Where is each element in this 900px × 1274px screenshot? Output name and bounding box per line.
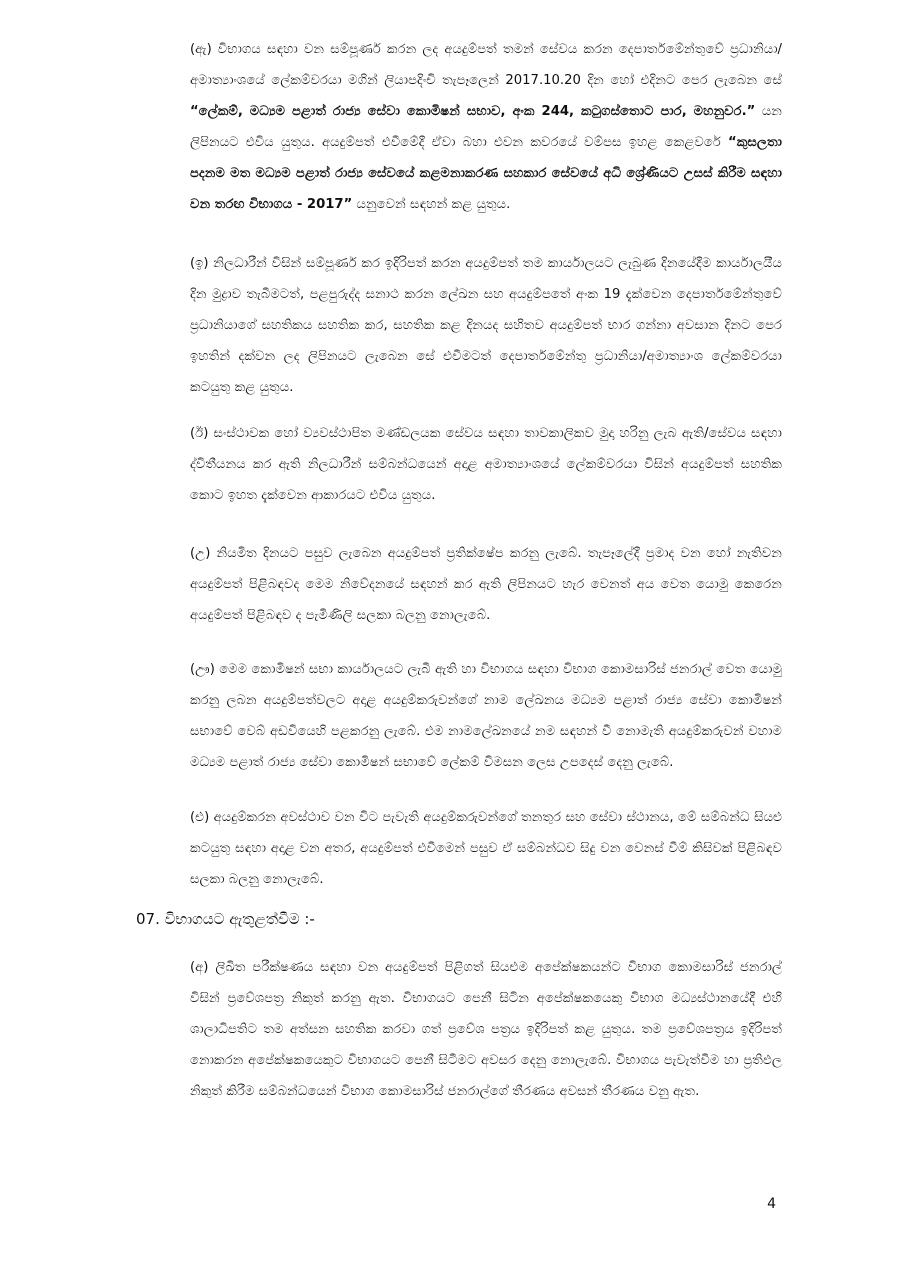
page-number: 4	[767, 1196, 776, 1212]
paragraph-text: මෙම කොමිෂන් සභා කාර්යාලයට ලැබී ඇති හා විභාගය සඳහා විභාග කොමසාරිස් ජනරාල් වෙත යොමු කරනු ලබන අයදුම්පත්වලට අදාළ අයදුම්කරුවන්ගේ නාම ලේඛනය මධ්‍යම පළාත් රාජ්‍ය සේවා කොමිෂන් සභාවේ වෙබ් අඩවියෙහි පළකරනු ලැබේ. එම නාමලේඛනයේ නම සඳහන් වී නොමැති අයදුම්කරුවන් වහාම මධ්‍යම පළාත් රාජ්‍ය සේවා කොමිෂන් සභාවේ ලේකම් විමසන ලෙස උපදෙස් දෙනු ලැබේ.	[190, 662, 782, 770]
paragraph-text: අයදුම්කරන අවස්ථාව වන විට පැවැති අයදුම්කරුවන්ගේ තනතුර සහ සේවා ස්ථානය, මේ සම්බන්ධ සියළු කටයුතු සඳහා අදාළ වන අතර, අයදුම්පත් එවීමෙන් පසුව ඒ සම්බන්ධව සිදු වන වෙනස් වීම් කිසිවක් පිළිබඳව සලකා බලනු නොලැබේ.	[190, 810, 782, 887]
paragraph-marker: (උ)	[190, 546, 211, 561]
paragraph-text: යන ලිපිනයට එවිය යුතුය. අයදුම්පත් එවීමේදී ඒවා බහා එවන කවරයේ වම්පස ඉහළ කෙළවරේ	[190, 104, 783, 150]
paragraph-marker: (ඇ)	[190, 42, 212, 57]
paragraph-i	[190, 248, 782, 403]
paragraph-text: නිලධාරීන් විසින් සම්පූර්ණ කර ඉදිරිපත් කරන අයදුම්පත් තම කාර්යාලයට ලැබුණ දිනයේදීම කාර්යාලයීය දින මුද්‍රාව තැබීමටත්, පළපුරුද්ද සනාථ කරන ලේඛන සහ අයදුම්පතේ අංක 19 දැක්වෙන දෙපාර්තමේන්තුවේ ප්‍රධානියාගේ සහතිකය සහතික කර, සහතික කළ දිනයද සහිතව අයදුම්පත් භාර ගන්නා අවසාන දිනට පෙර ඉහතින් දක්වන ලද ලිපිනයට ලැබෙන සේ එවීමටත් දෙපාර්තමේන්තු ප්‍රධානියා/අමාත්‍යාංශ ලේකම්වරයා කටයුතු කළ යුතුය.	[190, 256, 782, 395]
section-heading-07: 07. විභාගයට ඇතුළත්වීම :-	[136, 910, 315, 928]
paragraph-marker: (ඌ)	[190, 662, 215, 677]
paragraph-text: ලිඛිත පරීක්ෂණය සඳහා වන අයදුම්පත් පිළිගත් සියළුම අපේක්ෂකයන්ට විභාග කොමසාරිස් ජනරාල් විසින් ප්‍රවේශපත්‍ර නිකුත් කරනු ඇත. විභාගයට පෙනී සිටින අපේක්ෂකයෙකු විභාග මධ්‍යස්ථානයේදී එහි ශාලාධිපතිට තම අත්සන සහතික කරවා ගත් ප්‍රවේශ පත්‍රය ඉදිරිපත් කළ යුතුය. තම ප්‍රවේශපත්‍රය ඉදිරිපත් නොකරන අපේක්ෂකයෙකුට විභාගයට පෙනී සිටීමට අවසර දෙනු නොලැබේ. විභාගය පැවැත්වීම හා ප්‍රතිඵල නිකුත් කිරීම සම්බන්ධයෙන් විභාග කොමසාරිස් ජනරාල්ගේ තීරණය අවසන් තීරණය වනු ඇත.	[190, 960, 782, 1099]
paragraph-marker: (අ)	[190, 960, 209, 975]
paragraph-marker: (එ)	[190, 810, 210, 825]
commission-address: “ලේකම්, මධ්‍යම පළාත් රාජ්‍ය සේවා කොමිෂන් සභාව, අංක 244, කටුගස්තොට පාර, මහනුවර.”	[190, 104, 756, 119]
paragraph-e	[190, 802, 782, 895]
paragraph-marker: (ඉ)	[190, 256, 209, 271]
paragraph-marker: (ඊ)	[190, 426, 209, 441]
paragraph-u	[190, 538, 782, 631]
paragraph-uu	[190, 654, 782, 778]
paragraph-07-a	[190, 952, 782, 1107]
paragraph-text: විභාගය සඳහා වන සම්පූර්ණ කරන ලද අයදුම්පත් තමන් සේවය කරන දෙපාර්තමේන්තුවේ ප්‍රධානියා/අමාත්‍යාංශයේ ලේකම්වරයා මගින් ලියාපදිංචි තැපෑලෙන් 2017.10.20 දින හෝ එදිනට පෙර ලැබෙන සේ	[190, 42, 782, 88]
paragraph-ae	[190, 34, 782, 220]
envelope-label: “කුසලතා පදනම මත මධ්‍යම පළාත් රාජ්‍ය සේවයේ කළමනාකරණ සහකාර සේවයේ අධි ශ්‍රේණියට උසස් කිරීම සඳහා වන තරඟ විභාගය - 2017”	[190, 135, 782, 212]
paragraph-text: සංස්ථාවක හෝ ව්‍යවස්ථාපිත මණ්ඩලයක සේවය සඳහා තාවකාලිකව මුදා හරිනු ලැබ ඇති/සේවය සඳහා ද්විතීයනය කර ඇති නිලධාරීන් සම්බන්ධයෙන් අදාළ අමාත්‍යාංශයේ ලේකම්වරයා විසින් අයදුම්පත් සහතික කොට ඉහත දැක්වෙන ආකාරයට එවිය යුතුය.	[190, 426, 782, 503]
paragraph-ii	[190, 418, 782, 511]
paragraph-text: යනුවෙන් සඳහන් කළ යුතුය.	[352, 197, 511, 212]
paragraph-text: නියමිත දිනයට පසුව ලැබෙන අයදුම්පත් ප්‍රතික්ෂේප කරනු ලැබේ. තැපෑලේදී ප්‍රමාද වන හෝ නැතිවන අයදුම්පත් පිළිබඳවද මෙම නිවේදනයේ සඳහන් කර ඇති ලිපිනයට හැර වෙනත් අය වෙත යොමු කෙරෙන අයදුම්පත් පිළිබඳව ද පැමිණිලි සලකා බලනු නොලැබේ.	[190, 546, 782, 623]
